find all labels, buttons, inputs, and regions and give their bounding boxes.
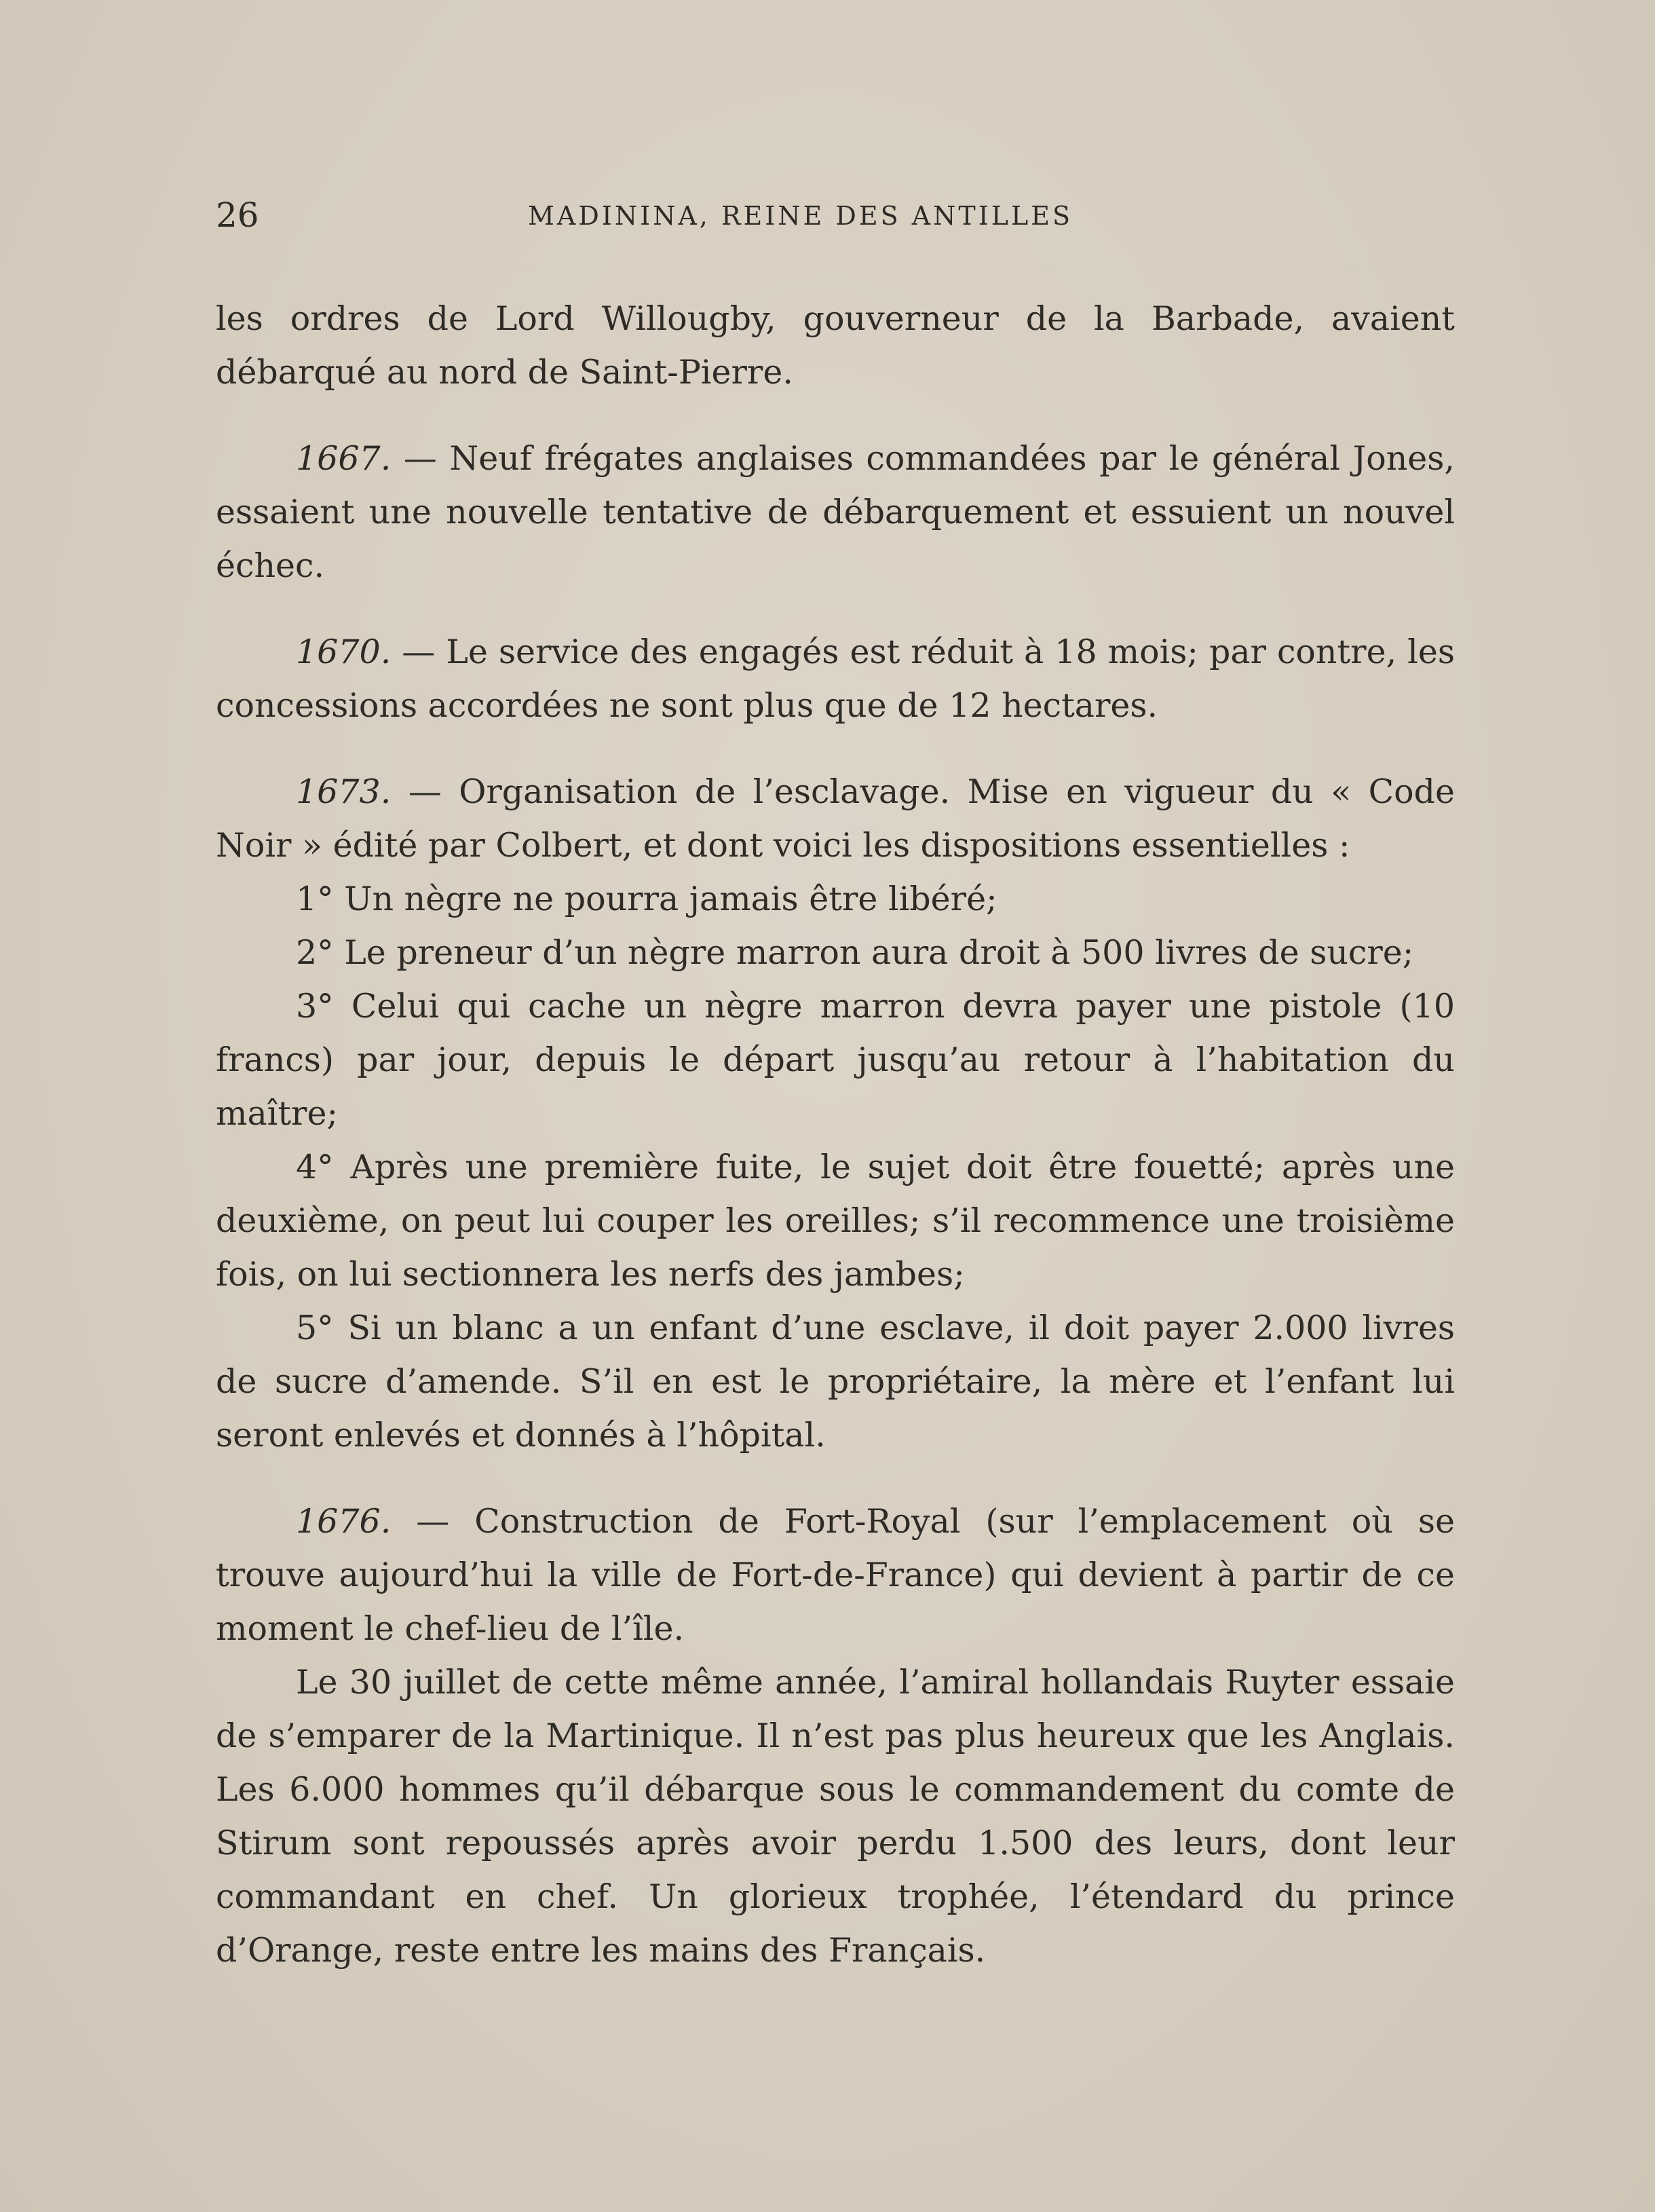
list-item-4: 4° Après une première fuite, le sujet doit être fouetté; après une deuxième, on peut lui couper les oreilles; s’il recommence une troisième fois, on lui sectionnera les nerfs des jambes; xyxy=(216,1148,1455,1294)
paragraph-ruyter: Le 30 juillet de cette même année, l’amiral hollandais Ruyter essaie de s’emparer de la Martinique. Il n’est pas plus heureux que les Anglais. Les 6.000 hommes qu’il débarque sous le commandement du comte de Stirum sont repoussés après avoir perdu 1.500 des leurs, dont leur commandant en chef. Un glorieux trophée, l’étendard du prince d’Orange, reste entre les mains des Français. xyxy=(216,1663,1455,1970)
paragraph-1673 xyxy=(216,765,1455,872)
list-item-3: 3° Celui qui cache un nègre marron devra payer une pistole (10 francs) par jour, depuis le départ jusqu’au retour à l’habitation du maître; xyxy=(216,987,1455,1133)
page-header xyxy=(216,195,1455,236)
page-number: 26 xyxy=(216,195,259,235)
page-body xyxy=(216,292,1455,1977)
paragraph-continuation: les ordres de Lord Willougby, gouverneur de la Barbade, avaient débarqué au nord de Saint-Pierre. xyxy=(216,299,1455,392)
year-1673: 1673. xyxy=(296,772,392,811)
year-1670: 1670. xyxy=(296,633,392,671)
list-item-1: 1° Un nègre ne pourra jamais être libéré; xyxy=(296,880,997,918)
running-title: MADININA, REINE DES ANTILLES xyxy=(528,201,1073,231)
list-item-5: 5° Si un blanc a un enfant d’une esclave, il doit payer 2.000 livres de sucre d’amende. S’il en est le propriétaire, la mère et l’enfant lui seront enlevés et donnés à l’hôpital. xyxy=(216,1309,1455,1455)
paragraph-1670 xyxy=(216,625,1455,732)
list-item-2: 2° Le preneur d’un nègre marron aura droit à 500 livres de sucre; xyxy=(296,933,1414,972)
year-1667: 1667. xyxy=(296,439,392,478)
paragraph-1667-text: — Neuf frégates anglaises commandées par le général Jones, essaient une nouvelle tentative de débarquement et essuient un nouvel échec. xyxy=(216,439,1455,585)
paragraph-1670-text: — Le service des engagés est réduit à 18 mois; par contre, les concessions accordées ne sont plus que de 12 hectares. xyxy=(216,633,1455,725)
paragraph-1676 xyxy=(216,1495,1455,1655)
year-1676: 1676. xyxy=(296,1502,392,1541)
paragraph-1673-text: — Organisation de l’esclavage. Mise en vigueur du « Code Noir » édité par Colbert, et dont voici les dispositions essentielles : xyxy=(216,772,1455,865)
paragraph-1667 xyxy=(216,432,1455,593)
paragraph-1676-text: — Construction de Fort-Royal (sur l’emplacement où se trouve aujourd’hui la ville de Fort-de-France) qui devient à partir de ce moment le chef-lieu de l’île. xyxy=(216,1502,1455,1648)
